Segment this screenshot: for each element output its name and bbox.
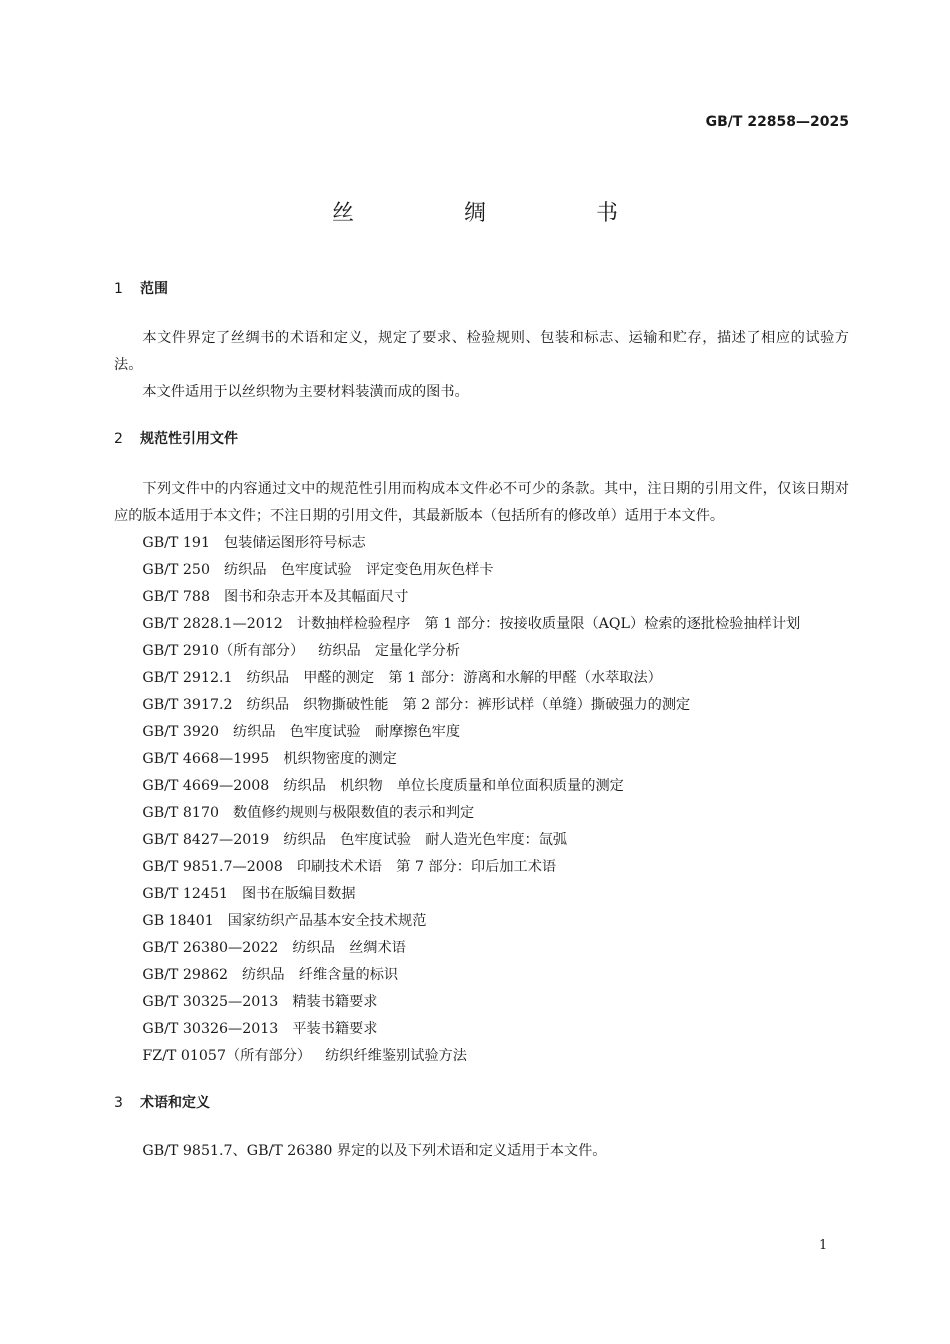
section-2-heading <box>114 428 849 450</box>
standard-code: GB/T 22858—2025 <box>705 114 849 130</box>
reference-title: 包装储运图形符号标志 <box>223 535 366 551</box>
reference-item <box>114 530 849 557</box>
reference-item <box>114 746 849 773</box>
reference-title: 计数抽样检验程序 第 1 部分：按接收质量限（AQL）检索的逐批检验抽样计划 <box>296 616 801 632</box>
reference-code: GB/T 29862 <box>142 967 229 983</box>
reference-title: 精装书籍要求 <box>292 994 378 1010</box>
reference-title: 纺织纤维鉴别试验方法 <box>325 1048 467 1064</box>
reference-item <box>114 854 849 881</box>
reference-code: GB/T 12451 <box>142 886 229 902</box>
reference-item <box>114 665 849 692</box>
reference-title: 纺织品 纤维含量的标识 <box>242 967 399 983</box>
reference-item <box>114 881 849 908</box>
section-number: 2 <box>114 431 123 447</box>
reference-item <box>114 800 849 827</box>
reference-title: 图书和杂志开本及其幅面尺寸 <box>223 589 409 605</box>
reference-item <box>114 908 849 935</box>
section-1-heading <box>114 278 849 300</box>
reference-item <box>114 962 849 989</box>
reference-title: 印刷技术术语 第 7 部分：印后加工术语 <box>296 859 557 875</box>
reference-code: GB/T 3920 <box>142 724 220 740</box>
reference-item <box>114 827 849 854</box>
paragraph: 下列文件中的内容通过文中的规范性引用而构成本文件必不可少的条款。其中，注日期的引用文件，仅该日期对应的版本适用于本文件；不注日期的引用文件，其最新版本（包括所有的修改单）适用于本文件。 <box>114 481 849 524</box>
reference-title: 纺织品 丝绸术语 <box>292 940 406 956</box>
reference-code: GB/T 191 <box>142 535 210 551</box>
paragraph: 本文件适用于以丝织物为主要材料装潢而成的图书。 <box>142 384 469 400</box>
reference-item <box>114 935 849 962</box>
reference-code: GB/T 30326—2013 <box>142 1021 279 1037</box>
reference-title: 纺织品 定量化学分析 <box>318 643 461 659</box>
paragraph: GB/T 9851.7、GB/T 26380 界定的以及下列术语和定义适用于本文件。 <box>142 1143 607 1159</box>
reference-code: GB/T 788 <box>142 589 210 605</box>
section-number: 3 <box>114 1095 123 1111</box>
reference-item <box>114 1016 849 1043</box>
reference-code: GB/T 26380—2022 <box>142 940 279 956</box>
reference-title: 图书在版编目数据 <box>242 886 356 902</box>
document-title: 丝 绸 书 <box>331 201 662 226</box>
section-title: 规范性引用文件 <box>140 431 238 447</box>
reference-title: 纺织品 色牢度试验 评定变色用灰色样卡 <box>223 562 494 578</box>
section-number: 1 <box>114 281 123 297</box>
reference-code: GB/T 2912.1 <box>142 670 233 686</box>
reference-title: 纺织品 织物撕破性能 第 2 部分：裤形试样（单缝）撕破强力的测定 <box>246 697 691 713</box>
page-number: 1 <box>819 1238 828 1253</box>
reference-code: FZ/T 01057（所有部分） <box>142 1048 312 1064</box>
reference-code: GB/T 4668—1995 <box>142 751 270 767</box>
reference-code: GB 18401 <box>142 913 214 929</box>
reference-item <box>114 692 849 719</box>
section-title: 术语和定义 <box>140 1095 210 1111</box>
reference-title: 机织物密度的测定 <box>283 751 397 767</box>
section-3-heading <box>114 1092 849 1114</box>
reference-title: 平装书籍要求 <box>292 1021 378 1037</box>
reference-item <box>114 1043 849 1070</box>
document-body <box>114 278 849 1165</box>
reference-code: GB/T 2910（所有部分） <box>142 643 305 659</box>
reference-item <box>114 638 849 665</box>
reference-title: 纺织品 色牢度试验 耐人造光色牢度：氙弧 <box>283 832 568 848</box>
reference-code: GB/T 9851.7—2008 <box>142 859 283 875</box>
reference-list <box>114 530 849 1070</box>
reference-code: GB/T 3917.2 <box>142 697 233 713</box>
reference-title: 国家纺织产品基本安全技术规范 <box>227 913 427 929</box>
paragraph: 本文件界定了丝绸书的术语和定义，规定了要求、检验规则、包装和标志、运输和贮存，描述了相应的试验方法。 <box>114 330 849 373</box>
reference-title: 纺织品 甲醛的测定 第 1 部分：游离和水解的甲醛（水萃取法） <box>246 670 662 686</box>
reference-item <box>114 584 849 611</box>
section-title: 范围 <box>140 281 168 297</box>
reference-title: 数值修约规则与极限数值的表示和判定 <box>233 805 475 821</box>
reference-item <box>114 611 849 638</box>
reference-item <box>114 557 849 584</box>
reference-code: GB/T 30325—2013 <box>142 994 279 1010</box>
reference-item <box>114 989 849 1016</box>
reference-code: GB/T 250 <box>142 562 210 578</box>
reference-item <box>114 719 849 746</box>
reference-code: GB/T 8170 <box>142 805 220 821</box>
reference-code: GB/T 4669—2008 <box>142 778 270 794</box>
reference-item <box>114 773 849 800</box>
reference-code: GB/T 8427—2019 <box>142 832 270 848</box>
reference-code: GB/T 2828.1—2012 <box>142 616 283 632</box>
reference-title: 纺织品 色牢度试验 耐摩擦色牢度 <box>233 724 461 740</box>
reference-title: 纺织品 机织物 单位长度质量和单位面积质量的测定 <box>283 778 624 794</box>
